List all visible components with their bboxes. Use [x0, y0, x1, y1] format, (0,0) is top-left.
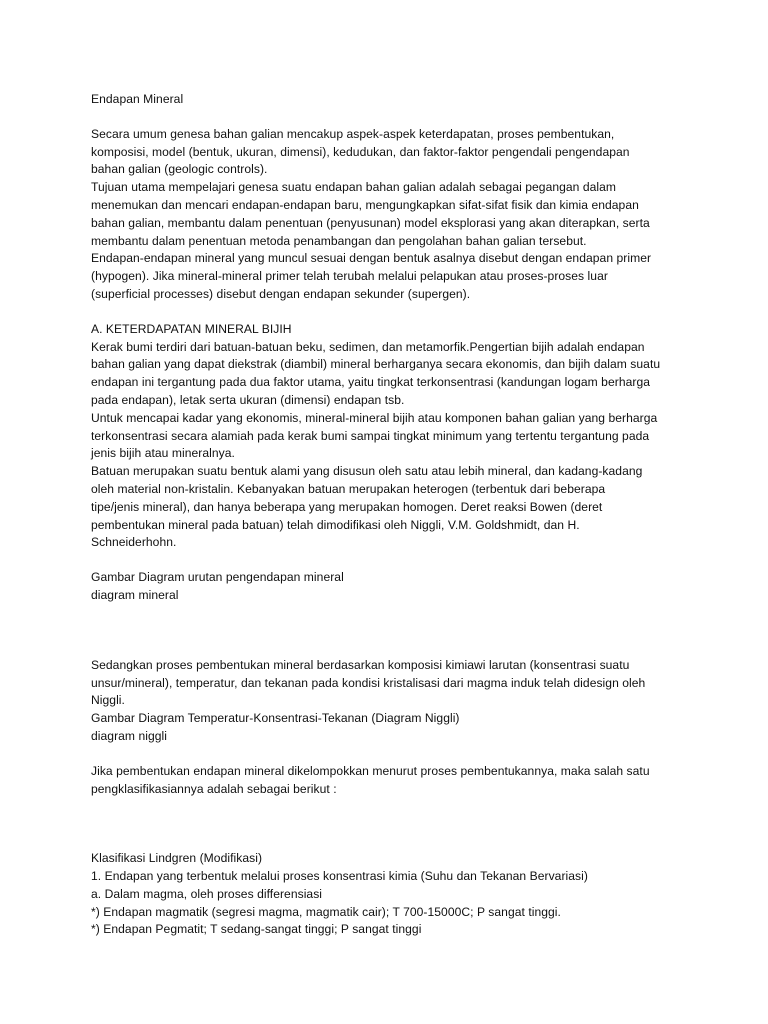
figure-caption-mineral: Gambar Diagram urutan pengendapan mineral diagram mineral: [91, 570, 344, 602]
document-title: Endapan Mineral: [91, 92, 184, 106]
section-a-paragraph: A. KETERDAPATAN MINERAL BIJIH Kerak bumi terdiri dari batuan-batuan beku, sedimen, dan metamorfik.Pengertian bijih adalah endapan bahan galian yang dapat diekstrak (diambil) mineral berharganya secara ekonomis, dan bijih dalam suatu endapan ini tergantung pada dua faktor utama, yaitu tingkat terkonsentrasi (kandungan logam berharga pada endapan), letak serta ukuran (dimensi) endapan tsb. Untuk mencapai kadar yang ekonomis, mineral-mineral bijih atau komponen bahan galian yang berharga terkonsentrasi secara alamiah pada kerak bumi sampai tingkat minimum yang tertentu tergantung pada jenis bijih atau mineralnya. Batuan merupakan suatu bentuk alami yang disusun oleh satu atau lebih mineral, dan kadang-kadang oleh material non-kristalin. Kebanyakan batuan merupakan heterogen (terbentuk dari beberapa tipe/jenis mineral), dan hanya beberapa yang merupakan homogen. Deret reaksi Bowen (deret pembentukan mineral pada batuan) telah dimodifikasi oleh Niggli, V.M. Goldshmidt, dan H. Schneiderhohn.: [91, 321, 661, 550]
intro-paragraph: Secara umum genesa bahan galian mencakup aspek-aspek keterdapatan, proses pembentukan, komposisi, model (bentuk, ukuran, dimensi), kedudukan, dan faktor-faktor pengendali pengendapan bahan galian (geologic controls). Tujuan utama mempelajari genesa suatu endapan bahan galian adalah sebagai pegangan dalam menemukan dan mencari endapan-endapan baru, mengungkapkan sifat-sifat fisik dan kimia endapan bahan galian, membantu dalam penentuan (penyusunan) model eksplorasi yang akan diterapkan, serta membantu dalam penentuan metoda penambangan dan pengolahan bahan galian tersebut. Endapan-endapan mineral yang muncul sesuai dengan bentuk asalnya disebut dengan endapan primer (hypogen). Jika mineral-mineral primer telah terubah melalui pelapukan atau proses-proses luar (superficial processes) disebut dengan endapan sekunder (supergen).: [91, 126, 652, 301]
niggli-paragraph: Sedangkan proses pembentukan mineral berdasarkan komposisi kimiawi larutan (konsentrasi suatu unsur/mineral), temperatur, dan tekanan pada kondisi kristalisasi dari magma induk telah didesign oleh Niggli. Gambar Diagram Temperatur-Konsentrasi-Tekanan (Diagram Niggli) diagram niggli: [91, 657, 646, 743]
classification-list: Klasifikasi Lindgren (Modifikasi) 1. Endapan yang terbentuk melalui proses konsentrasi kimia (Suhu dan Tekanan Bervariasi) a. Dalam magma, oleh proses differensiasi *) Endapan magmatik (segresi magma, magmatik cair); T 700-15000C; P sangat tinggi. *) Endapan Pegmatit; T sedang-sangat tinggi; P sangat tinggi: [91, 851, 588, 937]
classification-intro: Jika pembentukan endapan mineral dikelompokkan menurut proses pembentukannya, maka salah satu pengklasifikasiannya adalah sebagai berikut :: [91, 763, 650, 796]
